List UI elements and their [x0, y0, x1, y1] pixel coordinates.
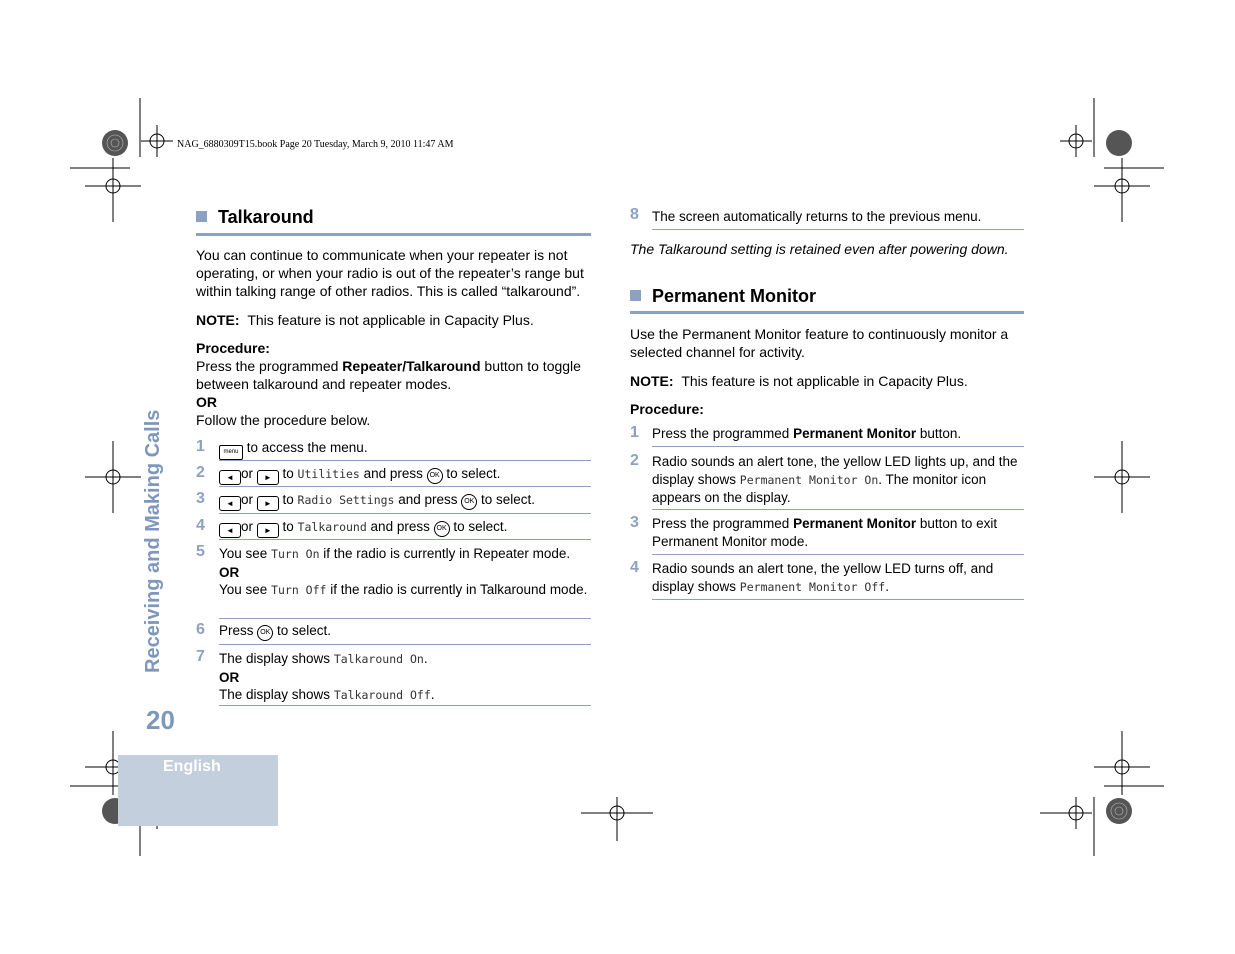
left-arrow-button-icon: ◄ — [219, 523, 241, 538]
step-divider — [219, 705, 591, 706]
page-number: 20 — [146, 705, 175, 735]
right-step-4: Radio sounds an alert tone, the yellow LED turns off, and display shows Permanent Monitor Off. — [652, 561, 994, 594]
right-step-1: Press the programmed Permanent Monitor button. — [652, 426, 962, 441]
right-step-3: Press the programmed Permanent Monitor button to exit Permanent Monitor mode. — [652, 516, 998, 549]
step-number: 6 — [196, 621, 205, 638]
step-number: 2 — [196, 464, 205, 481]
heading-square-icon — [630, 290, 641, 301]
right-arrow-button-icon: ► — [257, 496, 279, 511]
left-step-3: ◄ or ► to Radio Settings and press OK to select. — [219, 491, 591, 511]
step-divider — [652, 599, 1024, 600]
step-divider — [219, 513, 591, 514]
left-step-2: ◄ or ► to Utilities and press OK to select. — [219, 465, 591, 485]
step-divider — [219, 460, 591, 461]
menu-button-icon: menu — [219, 445, 243, 460]
talkaround-retained-note: The Talkaround setting is retained even after powering down. — [630, 241, 1009, 257]
talkaround-intro: You can continue to communicate when your repeater is not operating, or when your radio is out of the repeater’s range but within talking range of other radios. This is called “talkaround”. — [196, 247, 584, 299]
book-header: NAG_6880309T15.book Page 20 Tuesday, March 9, 2010 11:47 AM — [177, 139, 454, 150]
step-number: 3 — [196, 490, 205, 507]
talkaround-note: NOTE: This feature is not applicable in Capacity Plus. — [196, 312, 534, 328]
ok-button-icon: OK — [461, 494, 477, 510]
permanent-monitor-heading: Permanent Monitor — [630, 286, 816, 307]
ok-button-icon: OK — [427, 468, 443, 484]
left-step-5: You see Turn On if the radio is currently in Repeater mode. OR You see Turn Off if the radio is currently in Talkaround mode. — [219, 546, 588, 597]
heading-rule — [630, 311, 1024, 314]
step-number: 3 — [630, 514, 639, 531]
step-number: 5 — [196, 543, 205, 560]
permanent-monitor-intro: Use the Permanent Monitor feature to continuously monitor a selected channel for activity. — [630, 326, 1009, 360]
heading-square-icon — [196, 211, 207, 222]
left-step-6: Press OK to select. — [219, 622, 591, 641]
permanent-monitor-note: NOTE: This feature is not applicable in Capacity Plus. — [630, 373, 968, 389]
step-number: 4 — [630, 559, 639, 576]
step-divider — [219, 486, 591, 487]
step-number: 7 — [196, 648, 205, 665]
step-number: 4 — [196, 517, 205, 534]
left-arrow-button-icon: ◄ — [219, 470, 241, 485]
ok-button-icon: OK — [257, 625, 273, 641]
step-divider — [652, 229, 1024, 230]
heading-rule — [196, 233, 591, 236]
step-number: 1 — [196, 438, 205, 455]
step-divider — [652, 554, 1024, 555]
step-divider — [652, 509, 1024, 510]
left-step-7: The display shows Talkaround On. OR The display shows Talkaround Off. — [219, 651, 435, 702]
language-label: English — [163, 758, 221, 775]
step-number: 1 — [630, 424, 639, 441]
left-step-4: ◄ or ► to Talkaround and press OK to select. — [219, 518, 591, 538]
right-arrow-button-icon: ► — [257, 523, 279, 538]
permanent-monitor-procedure-label: Procedure: — [630, 401, 704, 417]
left-arrow-button-icon: ◄ — [219, 496, 241, 511]
step-divider — [652, 446, 1024, 447]
ok-button-icon: OK — [434, 521, 450, 537]
step-number: 2 — [630, 452, 639, 469]
talkaround-procedure: Procedure: Press the programmed Repeater/Talkaround button to toggle between talkaround and repeater modes. OR Follow the procedure below. — [196, 340, 581, 428]
right-step-2: Radio sounds an alert tone, the yellow LED lights up, and the display shows Permanent Monitor On. The monitor icon appears on the display. — [652, 454, 1018, 505]
right-step-8: The screen automatically returns to the previous menu. — [652, 209, 982, 224]
step-divider — [219, 644, 591, 645]
left-step-1: menu to access the menu. — [219, 439, 591, 460]
step-divider — [219, 539, 591, 540]
chapter-side-title: Receiving and Making Calls — [142, 409, 164, 673]
step-number: 8 — [630, 206, 639, 223]
right-arrow-button-icon: ► — [257, 470, 279, 485]
step-divider — [219, 618, 591, 619]
talkaround-heading: Talkaround — [196, 207, 314, 228]
